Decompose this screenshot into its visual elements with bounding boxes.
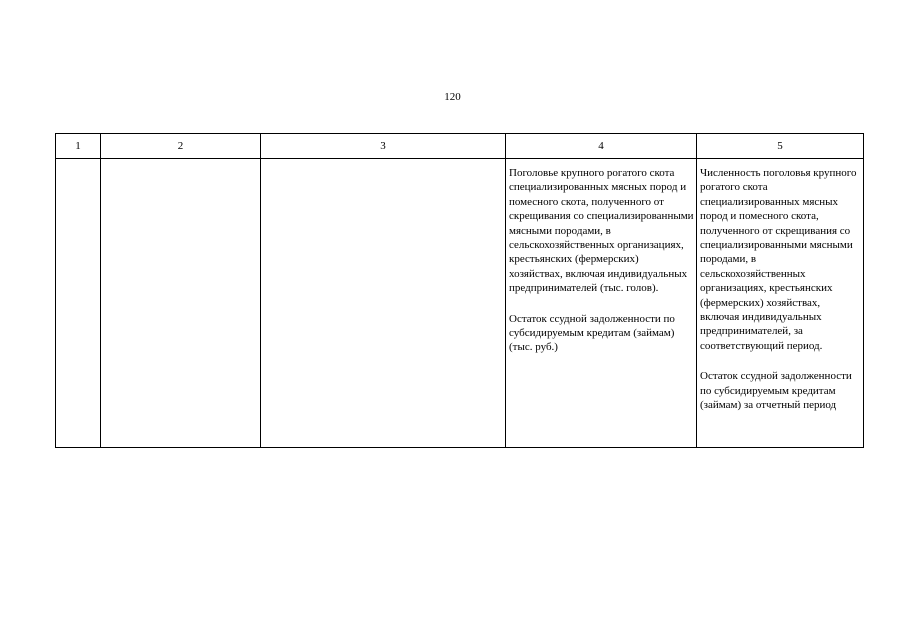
column-header-2: 2 — [101, 134, 261, 159]
cell-col4 — [506, 159, 697, 448]
column-header-3: 3 — [261, 134, 506, 159]
cell-col3 — [261, 159, 506, 448]
cell-col1 — [56, 159, 101, 448]
column-header-1: 1 — [56, 134, 101, 159]
method-livestock-text: Численность поголовья крупного рогатого скота специализированных мясных пород и помесного скота, полученного от скрещивания со специализированными мясными породами, в сельскохозяйственных организациях, крестьянских (фермерских) хозяйствах, включая индивидуальных предпринимателей, за соответствующий период. — [700, 167, 857, 352]
table-row — [56, 159, 864, 448]
column-header-5: 5 — [697, 134, 864, 159]
page-number: 120 — [444, 91, 461, 103]
indicator-loan-balance-text: Остаток ссудной задолженности по субсидируемым кредитам (займам) (тыс. руб.) — [509, 312, 675, 354]
table-header-row — [56, 134, 864, 159]
cell-col2 — [101, 159, 261, 448]
method-loan-balance-text: Остаток ссудной задолженности по субсидируемым кредитам (займам) за отчетный период — [700, 370, 852, 412]
indicator-livestock-text: Поголовье крупного рогатого скота специализированных мясных пород и помесного скота, полученного от скрещивания со специализированными мясными породами, в сельскохозяйственных организациях, крестьянских (фермерских) хозяйствах, включая индивидуальных предпринимателей (тыс. голов). — [509, 167, 694, 295]
cell-col5 — [697, 159, 864, 448]
column-header-4: 4 — [506, 134, 697, 159]
data-table — [55, 133, 864, 448]
